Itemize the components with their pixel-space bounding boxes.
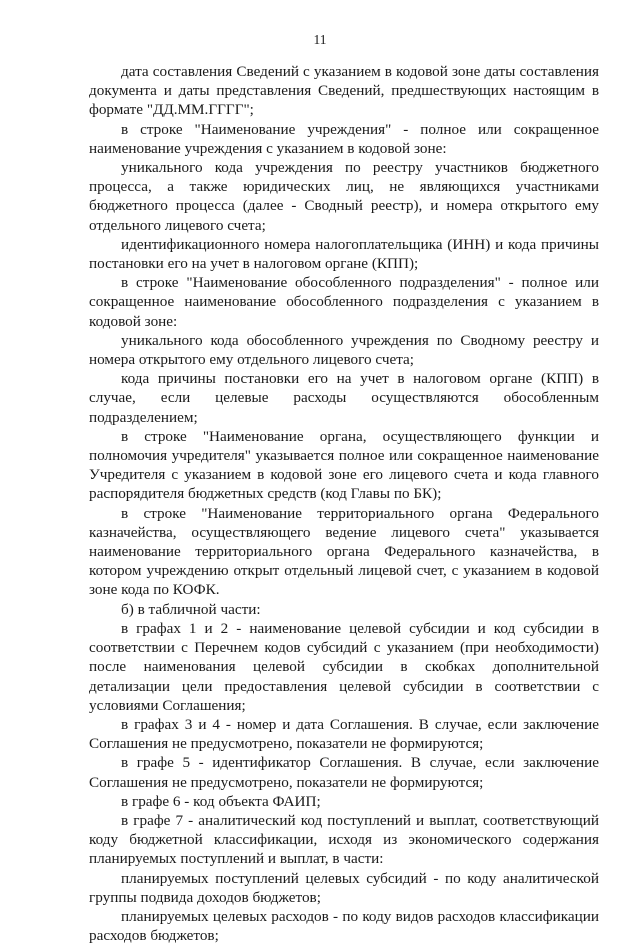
paragraph: в строке "Наименование органа, осуществляющего функции и полномочия учредителя" указывается полное или сокращенное наименование Учредителя с указанием в кодовой зоне его лицевого счета и кода главного распорядителя бюджетных средств (код Главы по БК); [89, 427, 599, 503]
paragraph: в графе 5 - идентификатор Соглашения. В случае, если заключение Соглашения не предусмотрено, показатели не формируются; [89, 754, 599, 791]
paragraph: в строке "Наименование обособленного подразделения" - полное или сокращенное наименование обособленного подразделения с указанием в кодовой зоне: [89, 274, 599, 330]
paragraph: в графе 7 - аналитический код поступлений и выплат, соответствующий коду бюджетной классификации, исходя из экономического содержания планируемых поступлений и выплат, в части: [89, 811, 599, 868]
paragraph: планируемых целевых расходов - по коду видов расходов классификации расходов бюджетов; [89, 907, 599, 945]
paragraph: в графе 6 - код объекта ФАИП; [121, 792, 321, 810]
paragraph: планируемых поступлений целевых субсидий - по коду аналитической группы подвида доходов бюджетов; [89, 869, 599, 906]
paragraph: уникального кода обособленного учреждения по Сводному реестру и номера открытого ему отдельного лицевого счета; [89, 331, 599, 369]
paragraph: дата составления Сведений с указанием в кодовой зоне даты составления документа и даты представления Сведений, предшествующих настоящим в формате "ДД.ММ.ГГГГ"; [89, 63, 599, 119]
paragraph: в графах 1 и 2 - наименование целевой субсидии и код субсидии в соответствии с Перечнем кодов субсидий с указанием (при необходимости) после наименования целевой субсидии в скобках дополнительной детализации цели предоставления целевой субсидии в соответствии с условиями Соглашения; [89, 619, 599, 714]
paragraph: б) в табличной части: [121, 600, 261, 618]
paragraph: уникального кода учреждения по реестру участников бюджетного процесса, а также юридических лиц, не являющихся участниками бюджетного процесса (далее - Сводный реестр), и номера открытого ему отдельного лицевого счета; [89, 159, 599, 234]
body-text [89, 62, 599, 945]
paragraph: кода причины постановки его на учет в налоговом органе (КПП) в случае, если целевые расходы осуществляются обособленным подразделением; [89, 370, 599, 426]
page-number: 11 [313, 32, 327, 47]
paragraph: в строке "Наименование учреждения" - полное или сокращенное наименование учреждения с указанием в кодовой зоне: [89, 120, 599, 157]
paragraph: в строке "Наименование территориального органа Федерального казначейства, осуществляющего ведение лицевого счета" указывается наименование территориального органа Федерального казначейства, в котором учреждению открыт отдельный лицевой счет, с указанием в кодовой зоне кода по КОФК. [89, 504, 599, 599]
paragraph: идентификационного номера налогоплательщика (ИНН) и кода причины постановки его на учет в налоговом органе (КПП); [89, 235, 599, 273]
paragraph: в графах 3 и 4 - номер и дата Соглашения. В случае, если заключение Соглашения не предусмотрено, показатели не формируются; [89, 715, 599, 753]
